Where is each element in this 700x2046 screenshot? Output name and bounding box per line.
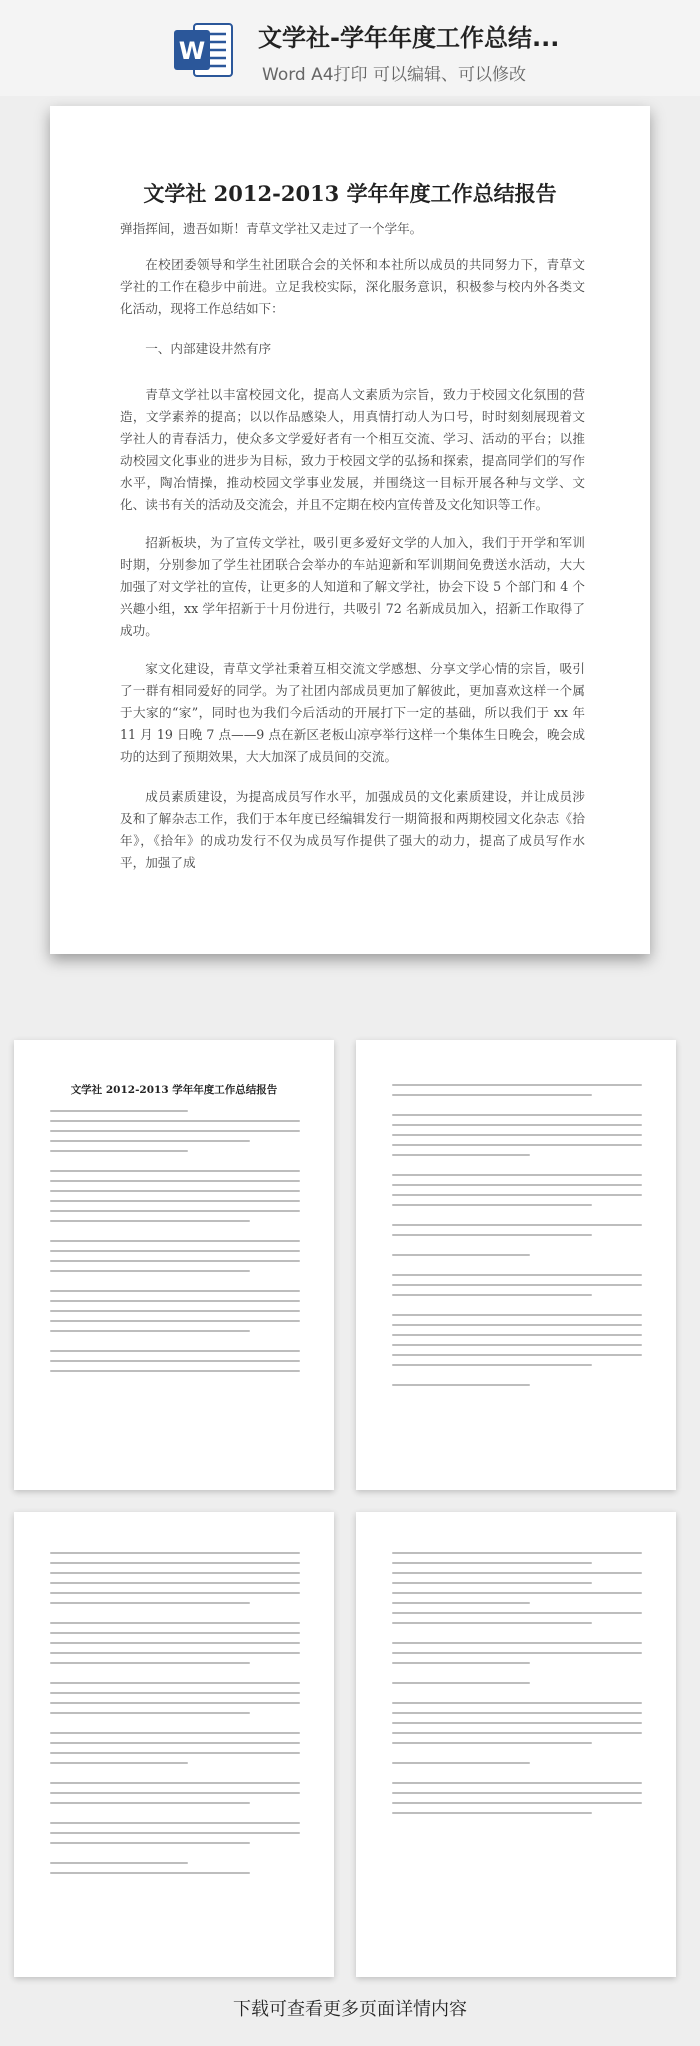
section-heading-1: 一、内部建设井然有序 — [145, 341, 272, 356]
header-banner — [0, 0, 700, 96]
header-title: 文学社-学年年度工作总结... — [258, 24, 560, 52]
paragraph-3: 招新板块，为了宣传文学社，吸引更多爱好文学的人加入，我们于开学和军训时期，分别参加了学生社团联合会举办的车站迎新和军训期间免费送水活动，大大加强了对文学社的宣传，让更多的人知道和了解文学社，协会下设 5 个部门和 4 个兴趣小组，xx 学年招新于十月份进行，共吸引 72 名新成员加入，招新工作取得了成功。 — [120, 535, 585, 638]
paragraph-2: 青草文学社以丰富校园文化，提高人文素质为宗旨，致力于校园文化氛围的营造，文学素养的提高；以以作品感染人，用真情打动人为口号，时时刻刻展现着文学社人的青春活力，使众多文学爱好者有一个相互交流、学习、活动的平台；以推动校园文化事业的进步为目标，致力于校园文学的弘扬和探索，提高同学们的写作水平，陶冶情操，推动校园文学事业发展，并围绕这一目标开展各种与文学、文化、读书有关的活动及交流会，并且不定期在校内宣传普及文化知识等工作。 — [120, 387, 585, 512]
page-thumbnail-3[interactable] — [14, 1512, 334, 1977]
thumbnail-text-lines — [50, 1552, 300, 1882]
page-thumbnail-4[interactable] — [356, 1512, 676, 1977]
document-title: 文学社 2012-2013 学年年度工作总结报告 — [143, 181, 557, 206]
page-thumbnail-2[interactable] — [356, 1040, 676, 1490]
paragraph-1: 在校团委领导和学生社团联合会的关怀和本社所以成员的共同努力下，青草文学社的工作在稳步中前进。立足我校实际，深化服务意识，积极参与校内外各类文化活动，现将工作总结如下： — [120, 257, 585, 316]
header-subtitle: Word A4打印 可以编辑、可以修改 — [262, 65, 526, 85]
download-more-pages-text[interactable]: 下载可查看更多页面详情内容 — [233, 1999, 467, 2020]
word-document-icon — [172, 18, 236, 82]
word-icon-letter: W — [178, 37, 206, 65]
paragraph-5: 成员素质建设，为提高成员写作水平，加强成员的文化素质建设，并让成员涉及和了解杂志工作，我们于本年度已经编辑发行一期简报和两期校园文化杂志《拾年》，《拾年》的成功发行不仅为成员写作提供了强大的动力，提高了成员写作水平，加强了成 — [120, 789, 585, 870]
thumbnail-title: 文学社 2012-2013 学年年度工作总结报告 — [70, 1084, 278, 1096]
paragraph-4: 家文化建设，青草文学社秉着互相交流文学感想、分享文学心情的宗旨，吸引了一群有相同爱好的同学。为了社团内部成员更加了解彼此，更加喜欢这样一个属于大家的“家”，同时也为我们今后活动的开展打下一定的基础，所以我们于 xx 年 11 月 19 日晚 7 点——9 点在新区老板山凉亭举行这样一个集体生日晚会，晚会成功的达到了预期效果，大大加深了成员间的交流。 — [120, 661, 585, 764]
thumbnail-text-lines — [392, 1552, 642, 1822]
document-page-preview[interactable] — [50, 106, 650, 954]
page-thumbnail-1[interactable] — [14, 1040, 334, 1490]
thumbnail-text-lines — [392, 1084, 642, 1394]
intro-line: 弹指挥间，遗吾如斯！青草文学社又走过了一个学年。 — [120, 221, 423, 236]
thumbnail-text-lines — [50, 1110, 300, 1380]
